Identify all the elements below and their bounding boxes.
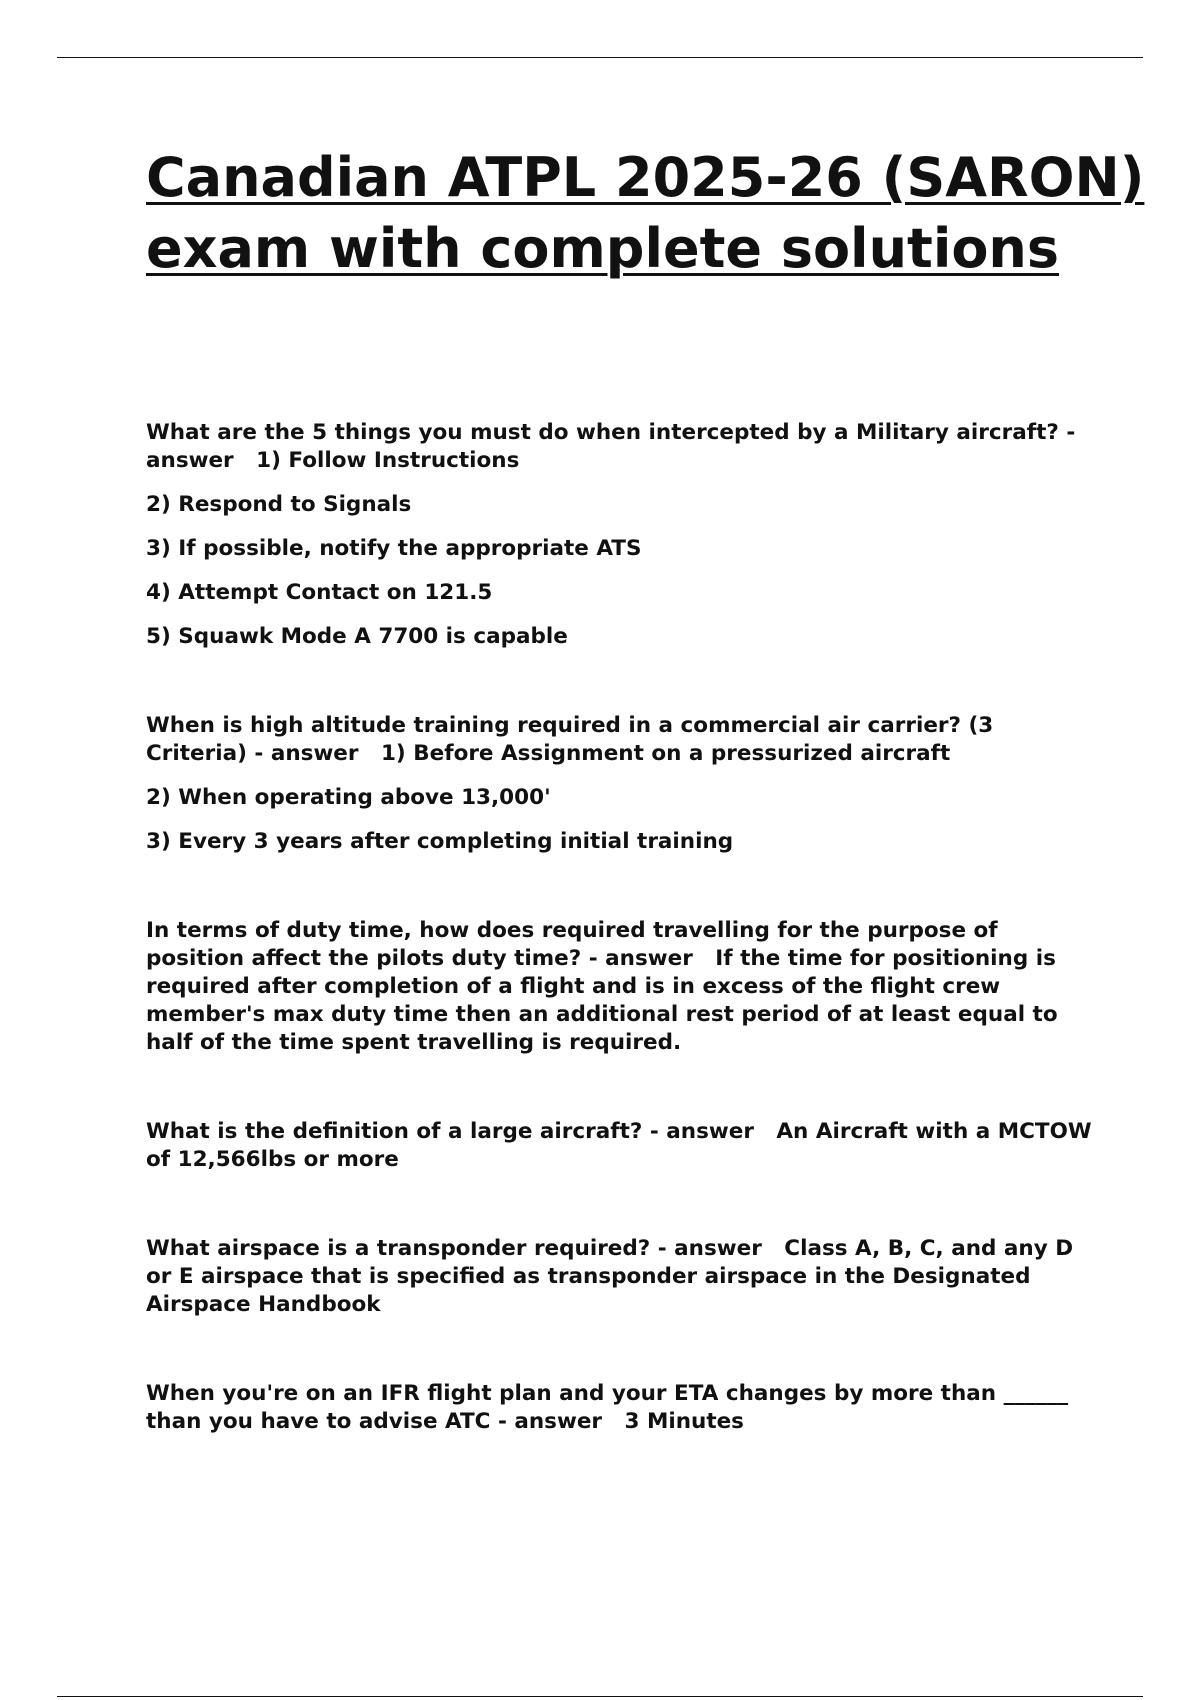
answer-text: 1) Before Assignment on a pressurized aircraft [380, 741, 951, 766]
answer-list-item: 3) Every 3 years after completing initial training [146, 829, 734, 854]
answer-list-item: 3) If possible, notify the appropriate ATS [146, 536, 642, 561]
answer-text: 3 Minutes [624, 1409, 744, 1434]
answer-list-item: 5) Squawk Mode A 7700 is capable [146, 624, 568, 649]
qa-question-line [146, 712, 1096, 768]
document-title: Canadian ATPL 2025-26 (SARON) exam with complete solutions [146, 146, 1145, 280]
answer-label: - answer [497, 1409, 603, 1434]
answer-label: - answer [588, 946, 693, 971]
top-rule [57, 57, 1143, 58]
qa-item [146, 1235, 1096, 1319]
answer-label: - answer [657, 1236, 762, 1261]
question-text: In terms of duty time, how does required travelling for the purpose of position affect the pilots duty time? [146, 918, 998, 971]
qa-question-line [146, 419, 1096, 475]
answer-list-item: 2) Respond to Signals [146, 492, 412, 517]
answer-list-item: 4) Attempt Contact on 121.5 [146, 580, 493, 605]
bottom-rule [57, 1696, 1143, 1697]
qa-question-line [146, 917, 1096, 1057]
answer-label: - answer [146, 420, 1076, 473]
answer-list-item: 2) When operating above 13,000' [146, 785, 551, 810]
qa-item [146, 419, 1096, 651]
qa-list [146, 419, 1096, 1436]
answer-text: 1) Follow Instructions [256, 448, 520, 473]
answer-text: An Aircraft with a MCTOW of 12,566lbs or more [146, 1119, 1092, 1172]
answer-label: - answer [649, 1119, 754, 1144]
question-text: What are the 5 things you must do when intercepted by a Military aircraft? [146, 420, 1059, 445]
question-text: What is the definition of a large aircraft? [146, 1119, 643, 1144]
question-text: What airspace is a transponder required? [146, 1236, 651, 1261]
qa-item [146, 1118, 1096, 1174]
qa-question-line [146, 1235, 1096, 1319]
question-text: When is high altitude training required in a commercial air carrier? (3 Criteria) [146, 713, 994, 766]
qa-question-line [146, 1118, 1096, 1174]
qa-item [146, 712, 1096, 856]
answer-text: Class A, B, C, and any D or E airspace that is specified as transponder airspace in the Designated Airspace Handbook [146, 1236, 1074, 1317]
answer-label: - answer [254, 741, 359, 766]
qa-item [146, 1380, 1096, 1436]
qa-item [146, 917, 1096, 1057]
answer-text: If the time for positioning is required after completion of a flight and is in excess of the flight crew member's max duty time then an additional rest period of at least equal to half of the time spent travelling is required. [146, 946, 1058, 1055]
question-text: When you're on an IFR flight plan and your ETA changes by more than ______ than you have to advise ATC [146, 1381, 1069, 1434]
qa-question-line [146, 1380, 1096, 1436]
